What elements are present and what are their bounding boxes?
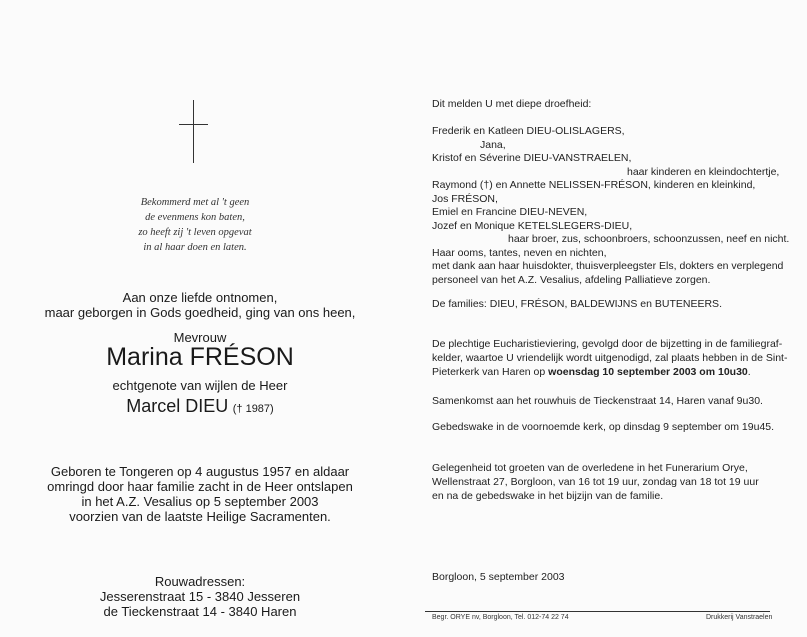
address-line: de Tieckenstraat 14 - 3840 Haren bbox=[103, 604, 297, 619]
condolence-line: Wellenstraat 27, Borgloon, van 16 tot 19 uur, zondag van 18 tot 19 uur bbox=[432, 476, 759, 488]
announcement: Dit melden U met diepe droefheid: bbox=[432, 98, 592, 110]
families-line: De families: DIEU, FRÉSON, BALDEWIJNS en BUTENEERS. bbox=[432, 298, 722, 310]
family-line: haar broer, zus, schoonbroers, schoonzussen, neef en nicht. bbox=[508, 233, 790, 245]
spouse-line: echtgenote van wijlen de Heer bbox=[112, 378, 288, 393]
verse-line: zo heeft zij 't leven opgevat bbox=[138, 227, 252, 238]
prayer-line: Gebedswake in de voornoemde kerk, op dinsdag 9 september om 19u45. bbox=[432, 421, 775, 433]
service-line: De plechtige Eucharistieviering, gevolgd door de bijzetting in de familiegraf- bbox=[432, 338, 783, 350]
spouse-note: († 1987) bbox=[232, 403, 274, 415]
condolence-line: en na de gebedswake in het bijzijn van de familie. bbox=[432, 490, 664, 502]
family-line: Kristof en Séverine DIEU-VANSTRAELEN, bbox=[432, 152, 632, 164]
family-line: met dank aan haar huisdokter, thuisverpleegster Els, dokters en verplegend bbox=[432, 260, 784, 272]
address-title: Rouwadressen: bbox=[154, 574, 246, 589]
intro-line: maar geborgen in Gods goedheid, ging van ons heen, bbox=[44, 305, 356, 320]
memorial-verse bbox=[110, 195, 280, 255]
service-suffix: . bbox=[747, 366, 751, 378]
gathering-line: Samenkomst aan het rouwhuis de Tieckenstraat 14, Haren vanaf 9u30. bbox=[432, 395, 763, 407]
birth-death-line: Geboren te Tongeren op 4 augustus 1957 en aldaar bbox=[50, 464, 350, 479]
family-line: haar kinderen en kleindochtertje, bbox=[627, 166, 780, 178]
family-line: Jos FRÉSON, bbox=[432, 193, 498, 205]
address-line: Jesserenstraat 15 - 3840 Jesseren bbox=[99, 589, 301, 604]
footer-divider bbox=[425, 611, 770, 612]
birth-death-line: in het A.Z. Vesalius op 5 september 2003 bbox=[81, 494, 319, 509]
family-line: Frederik en Katleen DIEU-OLISLAGERS, bbox=[432, 125, 625, 137]
intro-line: Aan onze liefde ontnomen, bbox=[122, 290, 278, 305]
family-line: Jana, bbox=[480, 139, 506, 151]
condolence-line: Gelegenheid tot groeten van de overledene in het Funerarium Orye, bbox=[432, 462, 748, 474]
family-line: Jozef en Monique KETELSLEGERS-DIEU, bbox=[432, 220, 633, 232]
family-line: Raymond (†) en Annette NELISSEN-FRÉSON, kinderen en kleinkind, bbox=[432, 179, 756, 191]
footer-undertaker: Begr. ORYE nv, Borgloon, Tel. 012-74 22 74 bbox=[432, 614, 569, 621]
family-line: personeel van het A.Z. Vesalius, afdeling Palliatieve zorgen. bbox=[432, 274, 711, 286]
verse-line: in al haar doen en laten. bbox=[143, 242, 247, 253]
footer-printer: Drukkerij Vanstraelen bbox=[706, 614, 773, 621]
service-line: kelder, waartoe U vriendelijk wordt uitgenodigd, zal plaats hebben in de Sint- bbox=[432, 352, 788, 364]
spouse-name: Marcel DIEU bbox=[126, 396, 229, 416]
family-line: Emiel en Francine DIEU-NEVEN, bbox=[432, 206, 588, 218]
deceased-name: Marina FRÉSON bbox=[106, 343, 294, 371]
service-prefix: Pieterkerk van Haren op bbox=[432, 366, 549, 378]
verse-line: Bekommerd met al 't geen bbox=[140, 197, 250, 208]
birth-death-line: omringd door haar familie zacht in de Heer ontslapen bbox=[47, 479, 353, 494]
honorific: Mevrouw bbox=[173, 330, 227, 345]
place-date: Borgloon, 5 september 2003 bbox=[432, 571, 565, 583]
verse-line: de evenmens kon baten, bbox=[145, 212, 245, 223]
family-line: Haar ooms, tantes, neven en nichten, bbox=[432, 247, 607, 259]
service-line bbox=[432, 366, 751, 378]
service-datetime: woensdag 10 september 2003 om 10u30 bbox=[548, 366, 748, 378]
birth-death-line: voorzien van de laatste Heilige Sacramenten. bbox=[69, 509, 331, 524]
spouse-block bbox=[0, 396, 400, 417]
